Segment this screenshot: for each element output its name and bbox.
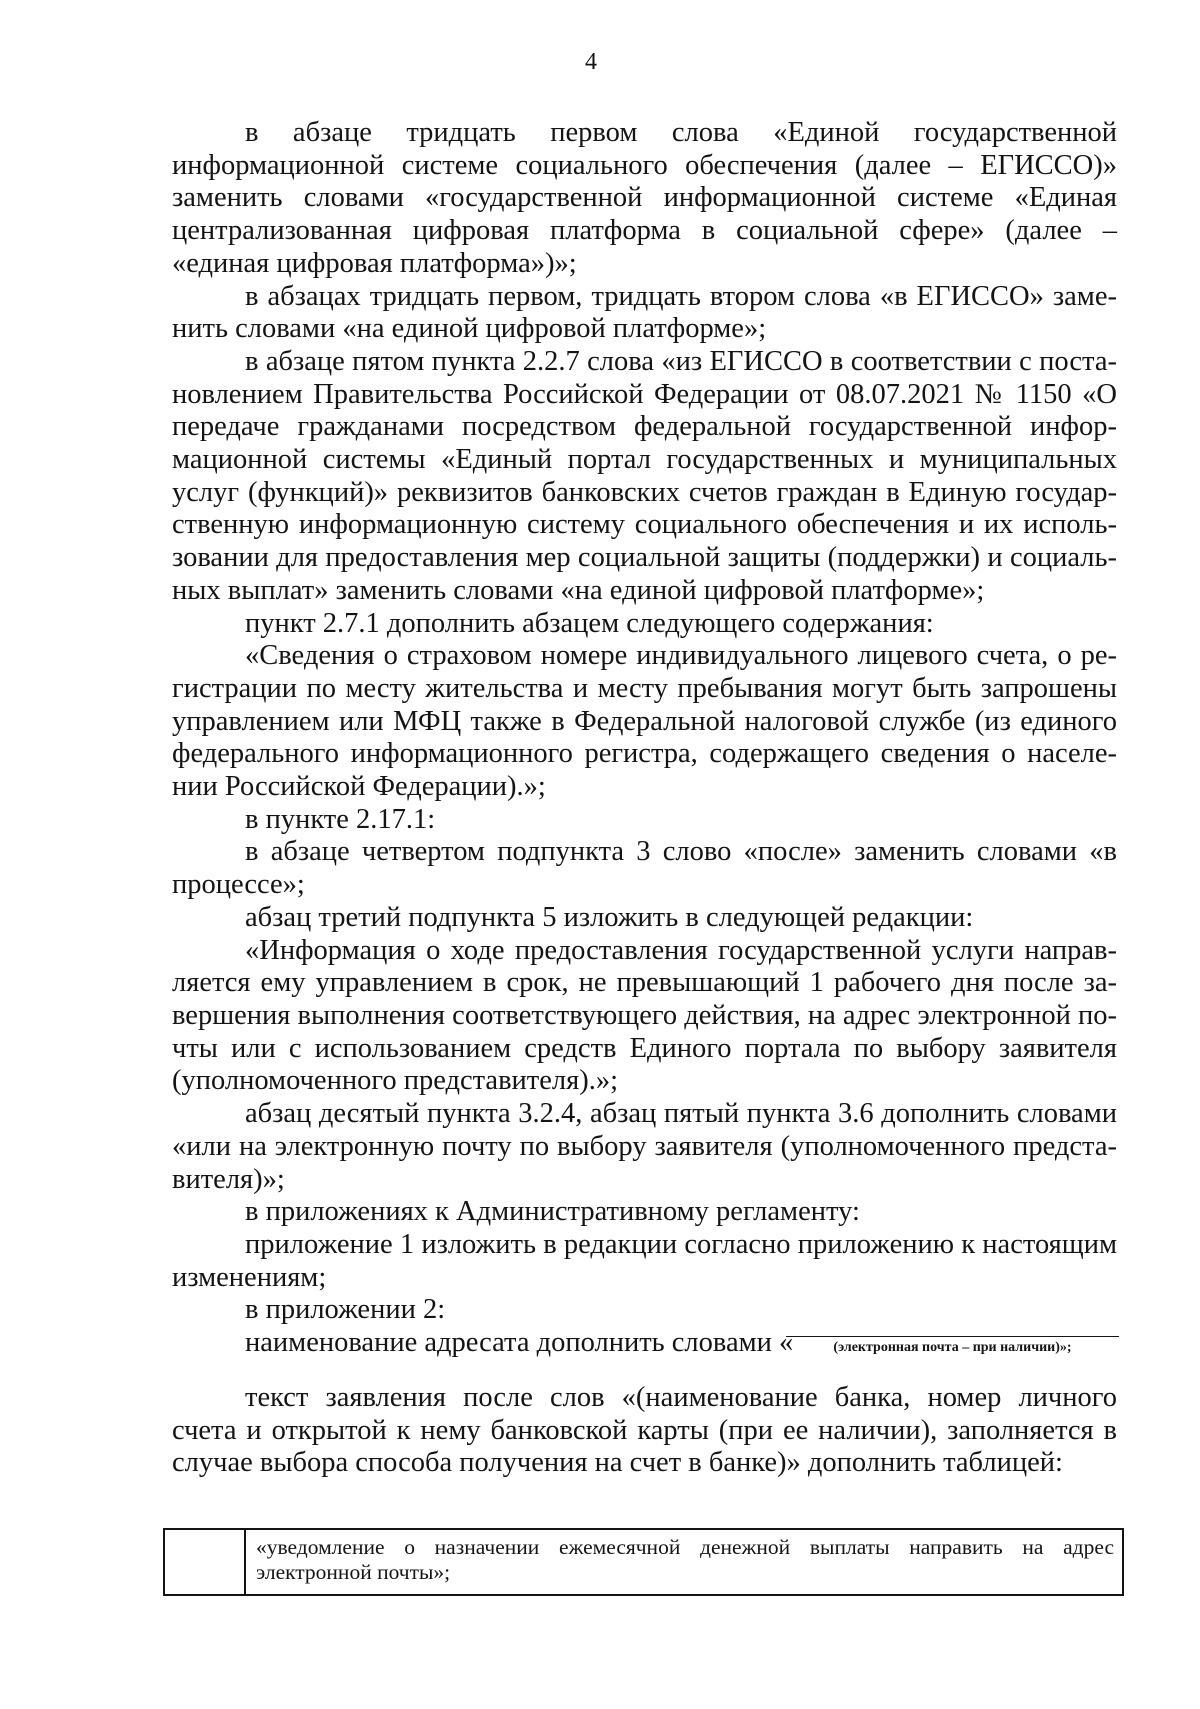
paragraph: абзац десятый пункта 3.2.4, абзац пятый пункта 3.6 дополнить словами «или на электронную почту по выбору заявителя (уполномоченного представителя)»; [172, 1098, 1117, 1195]
blank-fill-line [786, 1336, 1119, 1356]
paragraph: текст заявления после слов «(наименование банка, номер личного счета и открытой к нему банковской карты (при ее наличии), заполняется в случае выбора способа получения на счет в банке)» дополнить таблицей: [172, 1382, 1117, 1479]
paragraph: в приложении 2: [245, 1294, 446, 1326]
table-cell-empty [165, 1530, 246, 1594]
paragraph: в абзаце пятом пункта 2.2.7 слова «из ЕГИССО в соответствии с постановлением Правительства Российской Федерации от 08.07.2021 № 1150 «О передаче гражданами посредством федеральной государственной информационной системы «Единый портал государственных и муниципальных услуг (функций)» реквизитов банковских счетов граждан в Единую государственную информационную систему социального обеспечения и их использовании для предоставления мер социальной защиты (поддержки) и социальных выплат» заменить словами «на единой цифровой платформе»; [172, 345, 1117, 606]
paragraph: в приложениях к Административному регламенту: [245, 1196, 860, 1228]
paragraph: приложение 1 изложить в редакции согласно приложению к настоящим изменениям; [172, 1228, 1117, 1293]
paragraph: абзац третий подпункта 5 изложить в следующей редакции: [245, 901, 974, 933]
paragraph: в абзаце тридцать первом слова «Единой государственной информационной системе социального обеспечения (далее – ЕГИССО)» заменить словами «государственной информационной системе «Единая централизованная цифровая платформа в социальной сфере» (далее – «единая цифровая платформа»)»; [172, 117, 1117, 279]
paragraph: наименование адресата дополнить словами « [245, 1327, 794, 1359]
paragraph: пункт 2.7.1 дополнить абзацем следующего содержания: [245, 607, 934, 639]
underline-rule [786, 1336, 1119, 1337]
page-number: 4 [585, 49, 597, 75]
paragraph: в пункте 2.17.1: [245, 803, 436, 835]
table-cell-text: «уведомление о назначении ежемесячной денежной выплаты направить на адрес электронной почты»; [256, 1535, 1114, 1584]
paragraph: «Сведения о страховом номере индивидуального лицевого счета, о регистрации по месту жительства и месту пребывания могут быть запрошены управлением или МФЦ также в Федеральной налоговой службе (из единого федерального информационного регистра, содержащего сведения о населении Российской Федерации).»; [172, 640, 1117, 803]
paragraph: «Информация о ходе предоставления государственной услуги направляется ему управлением в срок, не превышающий 1 рабочего дня после завершения выполнения соответствующего действия, на адрес электронной почты или с использованием средств Единого портала по выбору заявителя (уполномоченного представителя).»; [172, 934, 1117, 1097]
inserted-table [163, 1528, 1124, 1596]
final-paragraph-block [172, 1382, 1117, 1480]
paragraph: в абзаце четвертом подпункта 3 слово «после» заменить словами «в процессе»; [172, 836, 1117, 901]
paragraph: в абзацах тридцать первом, тридцать втором слова «в ЕГИССО» заменить словами «на единой цифровой платформе»; [172, 280, 1117, 345]
document-body [172, 117, 1117, 1360]
fill-caption: (электронная почта – при наличии)»; [833, 1340, 1072, 1355]
